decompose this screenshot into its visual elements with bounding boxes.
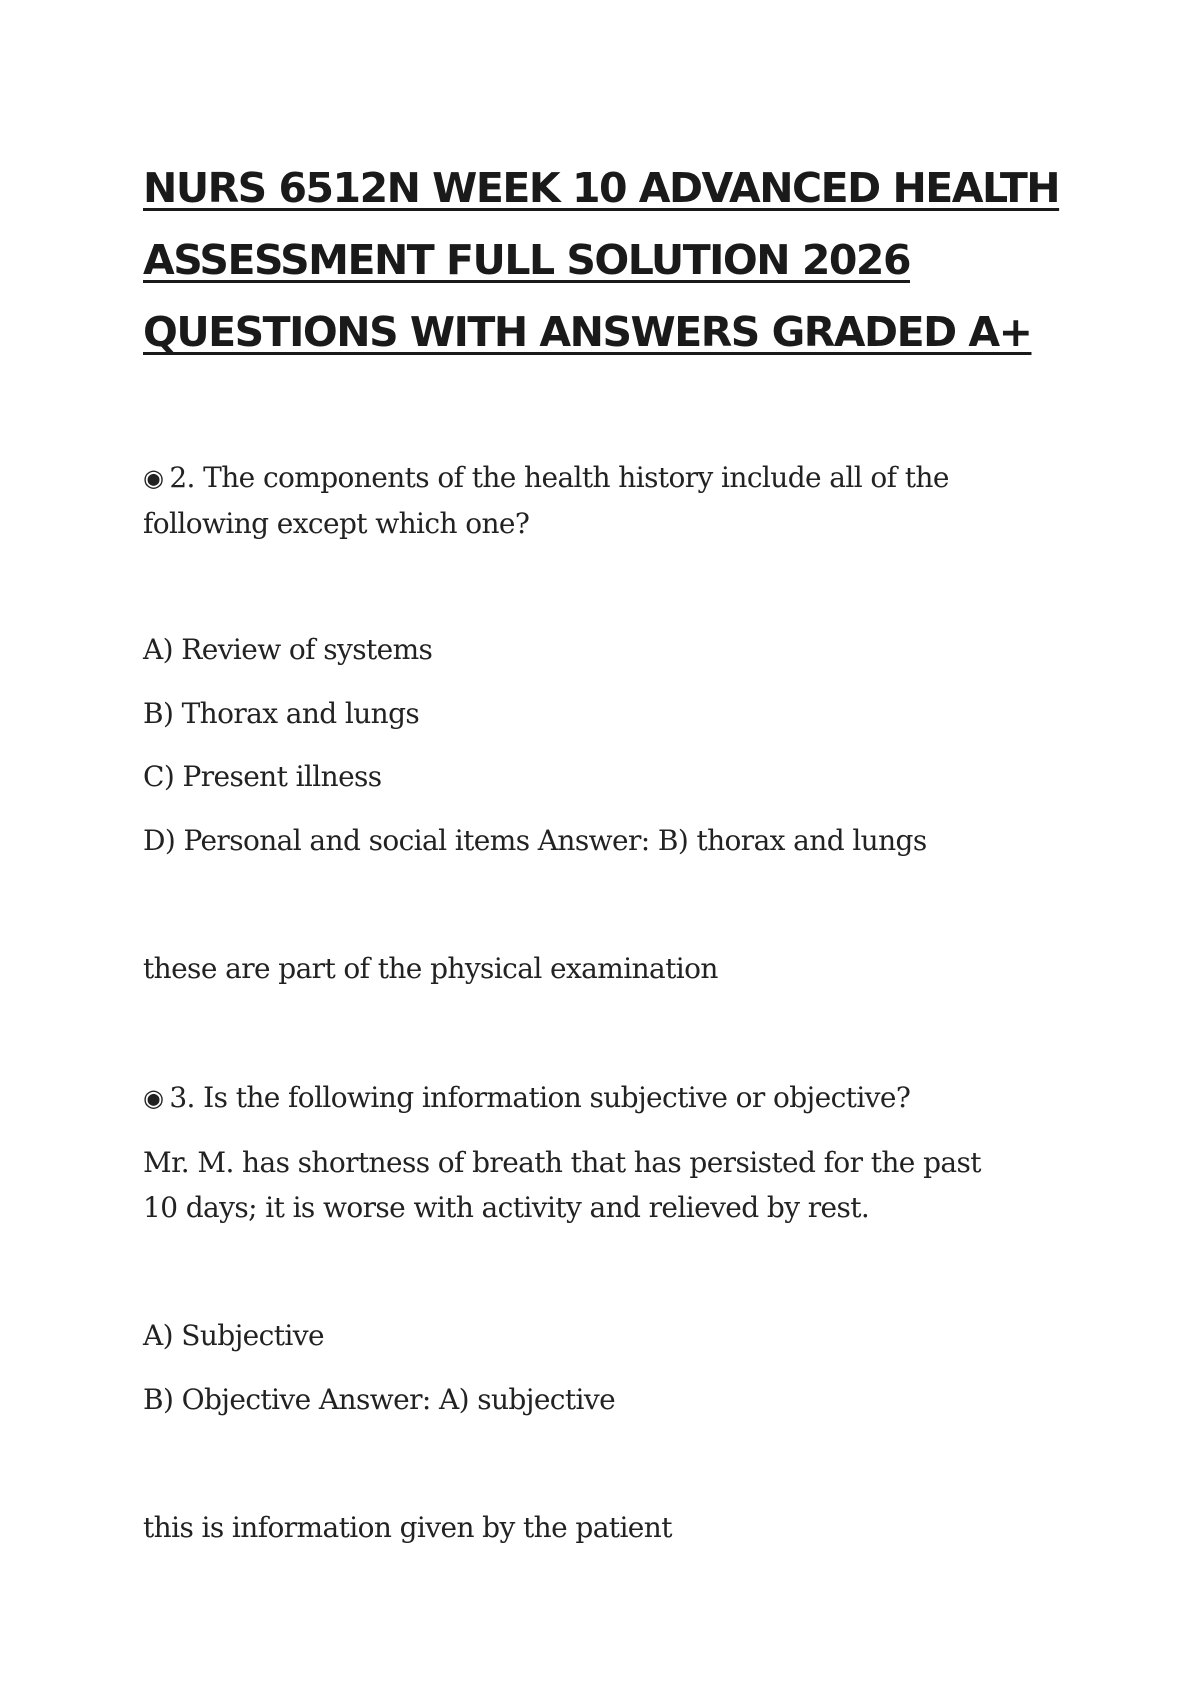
title-line: QUESTIONS WITH ANSWERS GRADED A+ xyxy=(143,308,1032,356)
question-prompt: ◉ 3. Is the following information subjective or objective? xyxy=(143,1075,1023,1121)
answer-option: B) Thorax and lungs xyxy=(143,697,420,730)
bullet-icon: ◉ xyxy=(143,464,164,492)
answer-option: B) Objective Answer: A) subjective xyxy=(143,1383,616,1416)
question-prompt: ◉ 2. The components of the health history include all of the following except which one? xyxy=(143,455,1023,546)
rationale-text: this is information given by the patient xyxy=(143,1511,672,1544)
answer-option: A) Subjective xyxy=(143,1319,324,1352)
answer-option: C) Present illness xyxy=(143,760,382,793)
answer-option: A) Review of systems xyxy=(143,633,433,666)
rationale-text: these are part of the physical examination xyxy=(143,952,718,985)
answer-option: D) Personal and social items Answer: B) thorax and lungs xyxy=(143,824,927,857)
title-line: NURS 6512N WEEK 10 ADVANCED HEALTH xyxy=(143,164,1060,212)
title-line: ASSESSMENT FULL SOLUTION 2026 xyxy=(143,236,910,284)
bullet-icon: ◉ xyxy=(143,1084,164,1112)
question-detail: Mr. M. has shortness of breath that has persisted for the past 10 days; it is worse with activity and relieved by rest. xyxy=(143,1146,981,1224)
document-title xyxy=(143,152,1060,368)
